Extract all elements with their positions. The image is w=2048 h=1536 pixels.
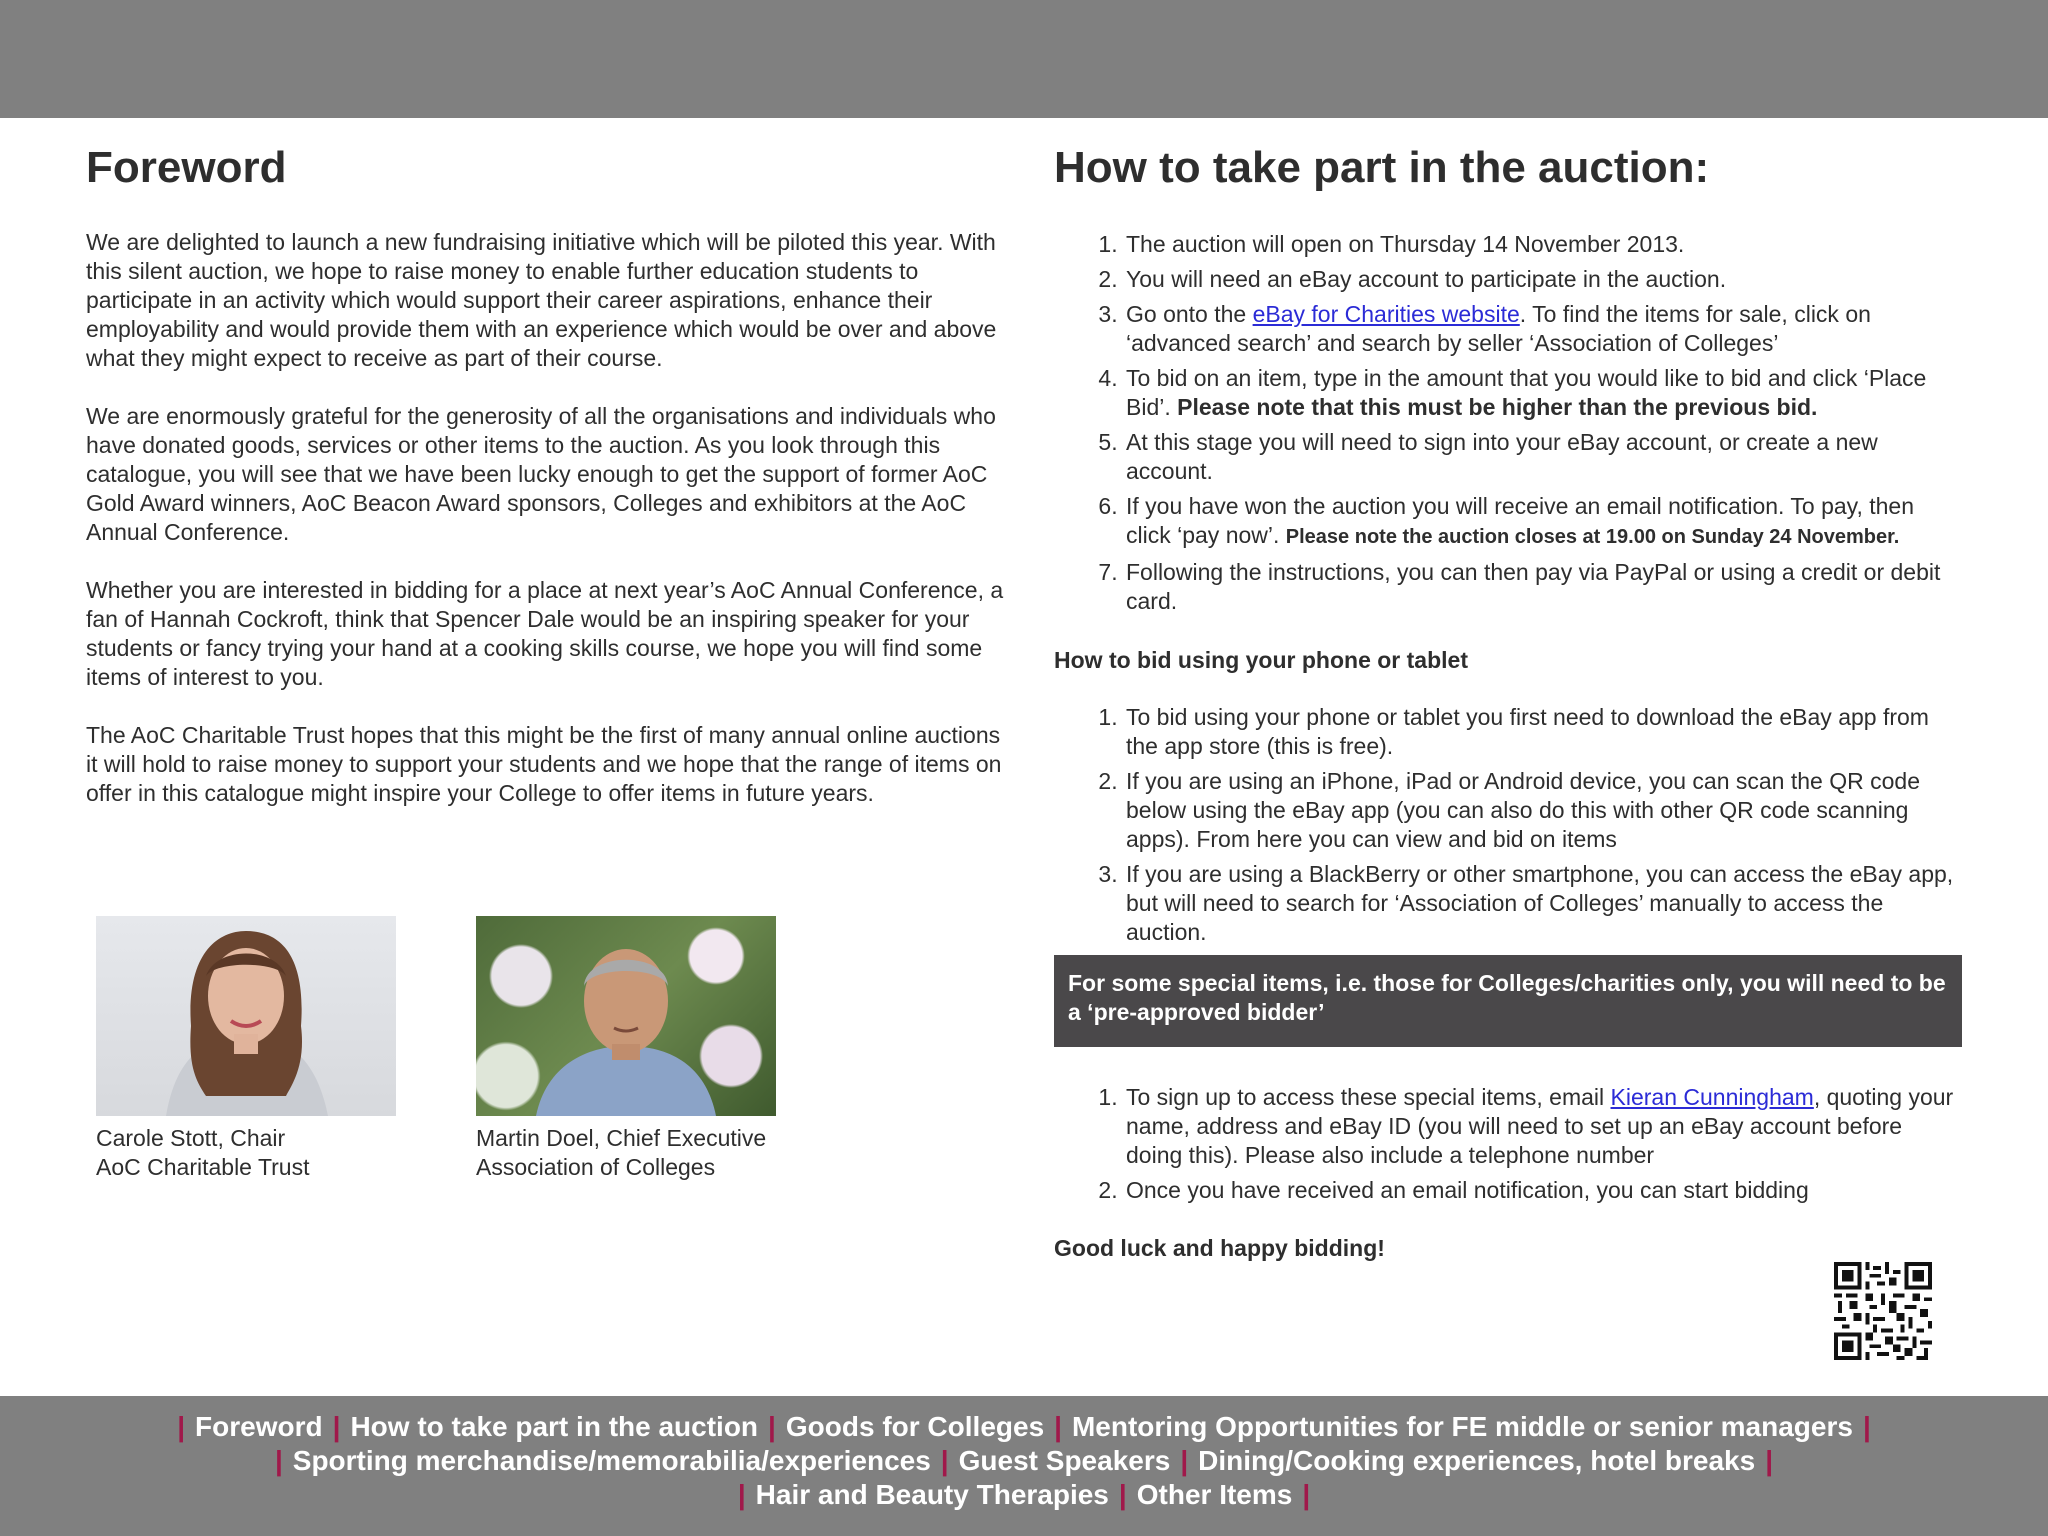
signatory-name: Martin Doel, Chief Executive — [476, 1125, 767, 1151]
list-item — [1124, 364, 1962, 422]
bid-note: Please note that this must be higher than the previous bid. — [1177, 394, 1818, 420]
footer-navigation — [0, 1396, 2048, 1536]
footer-nav-row — [0, 1478, 2048, 1512]
kieran-cunningham-email-link[interactable]: Kieran Cunningham — [1610, 1084, 1814, 1110]
list-item — [1124, 1083, 1962, 1170]
foreword-title: Foreword — [86, 143, 287, 192]
list-item: 2. You will need an eBay account to participate in the auction. — [1124, 265, 1962, 294]
list-item: 5. At this stage you will need to sign into your eBay account, or create a new account. — [1124, 428, 1962, 486]
portrait-man-image — [476, 916, 776, 1116]
signatory-org: Association of Colleges — [476, 1154, 716, 1180]
closing-time-note: Please note the auction closes at 19.00 on Sunday 24 November. — [1285, 526, 1900, 548]
nav-separator: | — [1180, 1445, 1189, 1476]
nav-separator: | — [737, 1479, 746, 1510]
special-items-steps — [1054, 1083, 1962, 1205]
foreword-section — [86, 140, 1006, 837]
nav-link-guest-speakers[interactable]: Guest Speakers — [958, 1445, 1171, 1476]
foreword-paragraph: We are enormously grateful for the generosity of all the organisations and individuals who have donated goods, services or other items to the auction. As you look through this catalogue, you will see that we have been lucky enough to get the support of former AoC Gold Award winners, AoC Beacon Award sponsors, Colleges and exhibitors at the AoC Annual Conference. — [86, 403, 996, 545]
nav-link-foreword[interactable]: Foreword — [195, 1411, 323, 1442]
step-text: , quoting your name, address and eBay ID (you will need to set up an eBay account before doing this). Please also include a telephone number — [1126, 1084, 1954, 1168]
foreword-paragraph: Whether you are interested in bidding for a place at next year’s AoC Annual Conference, a fan of Hannah Cockroft, think that Spencer Dale would be an inspiring speaker for your students or fancy trying your hand at a cooking skills course, we hope you will find some items of interest to you. — [86, 577, 1004, 690]
nav-separator: | — [274, 1445, 283, 1476]
how-to-section — [1054, 140, 1962, 1262]
nav-separator: | — [1302, 1479, 1311, 1510]
signatory-org: AoC Charitable Trust — [96, 1154, 310, 1180]
list-item: 2. Once you have received an email notification, you can start bidding — [1124, 1176, 1962, 1205]
nav-link-dining-cooking[interactable]: Dining/Cooking experiences, hotel breaks — [1198, 1445, 1756, 1476]
list-item — [1124, 492, 1962, 552]
list-item: 2. If you are using an iPhone, iPad or Android device, you can scan the QR code below using the eBay app (you can also do this with other QR code scanning apps). From here you can view and bid on items — [1124, 767, 1962, 854]
nav-separator: | — [1765, 1445, 1774, 1476]
phone-steps — [1054, 703, 1962, 947]
nav-link-hair-beauty[interactable]: Hair and Beauty Therapies — [755, 1479, 1109, 1510]
step-text: To bid on an item, type in the amount that you would like to bid and click ‘Place Bid’. — [1126, 365, 1927, 420]
step-text: To sign up to access these special items, email — [1126, 1084, 1611, 1110]
ebay-charities-link[interactable]: eBay for Charities website — [1252, 301, 1520, 327]
nav-link-goods-for-colleges[interactable]: Goods for Colleges — [785, 1411, 1045, 1442]
nav-separator: | — [1862, 1411, 1871, 1442]
portrait-woman-image — [96, 916, 396, 1116]
nav-separator: | — [177, 1411, 186, 1442]
nav-separator: | — [940, 1445, 949, 1476]
nav-separator: | — [332, 1411, 341, 1442]
top-banner — [0, 0, 2048, 118]
auction-steps — [1054, 230, 1962, 616]
closing-message: Good luck and happy bidding! — [1054, 1235, 1385, 1261]
list-item: 1. To bid using your phone or tablet you first need to download the eBay app from the app store (this is free). — [1124, 703, 1962, 761]
nav-separator: | — [1054, 1411, 1062, 1442]
nav-separator: | — [768, 1411, 776, 1442]
portrait-photo — [476, 916, 776, 1116]
list-item — [1124, 300, 1962, 358]
nav-link-how-to-take-part[interactable]: How to take part in the auction — [350, 1411, 759, 1442]
nav-link-mentoring[interactable]: Mentoring Opportunities for FE middle or senior managers — [1071, 1411, 1853, 1442]
footer-nav-row — [0, 1444, 2048, 1478]
step-text: . To find the items for sale, click on ‘advanced search’ and search by seller ‘Association of Colleges’ — [1126, 301, 1871, 356]
step-text: If you have won the auction you will receive an email notification. To pay, then click ‘pay now’. — [1126, 493, 1914, 548]
qr-code-icon[interactable] — [1834, 1262, 1932, 1360]
nav-link-sporting[interactable]: Sporting merchandise/memorabilia/experiences — [292, 1445, 931, 1476]
list-item: 1. The auction will open on Thursday 14 November 2013. — [1124, 230, 1962, 259]
list-item: 3. If you are using a BlackBerry or other smartphone, you can access the eBay app, but will need to search for ‘Association of Colleges’ manually to access the auction. — [1124, 860, 1962, 947]
nav-separator: | — [1118, 1479, 1127, 1510]
phone-bidding-heading: How to bid using your phone or tablet — [1054, 647, 1468, 673]
nav-link-other-items[interactable]: Other Items — [1136, 1479, 1293, 1510]
list-item: 7. Following the instructions, you can then pay via PayPal or using a credit or debit card. — [1124, 558, 1962, 616]
step-text: Go onto the — [1126, 301, 1253, 327]
how-to-title: How to take part in the auction: — [1054, 143, 1710, 192]
signatory-chief-executive — [476, 916, 776, 1182]
footer-nav-row — [0, 1410, 2048, 1444]
pre-approved-callout: For some special items, i.e. those for Colleges/charities only, you will need to be a ‘pre-approved bidder’ — [1054, 955, 1962, 1047]
signatory-chair — [96, 916, 396, 1182]
portrait-photo — [96, 916, 396, 1116]
foreword-paragraph: The AoC Charitable Trust hopes that this might be the first of many annual online auctions it will hold to raise money to support your students and we hope that the range of items on offer in this catalogue might inspire your College to offer items in future years. — [86, 722, 1002, 806]
signatory-name: Carole Stott, Chair — [96, 1125, 286, 1151]
foreword-paragraph: We are delighted to launch a new fundraising initiative which will be piloted this year. With this silent auction, we hope to raise money to enable further education students to participate in an activity which would support their career aspirations, enhance their employability and would provide them with an experience which would be over and above what they might expect to receive as part of their course. — [86, 229, 997, 371]
